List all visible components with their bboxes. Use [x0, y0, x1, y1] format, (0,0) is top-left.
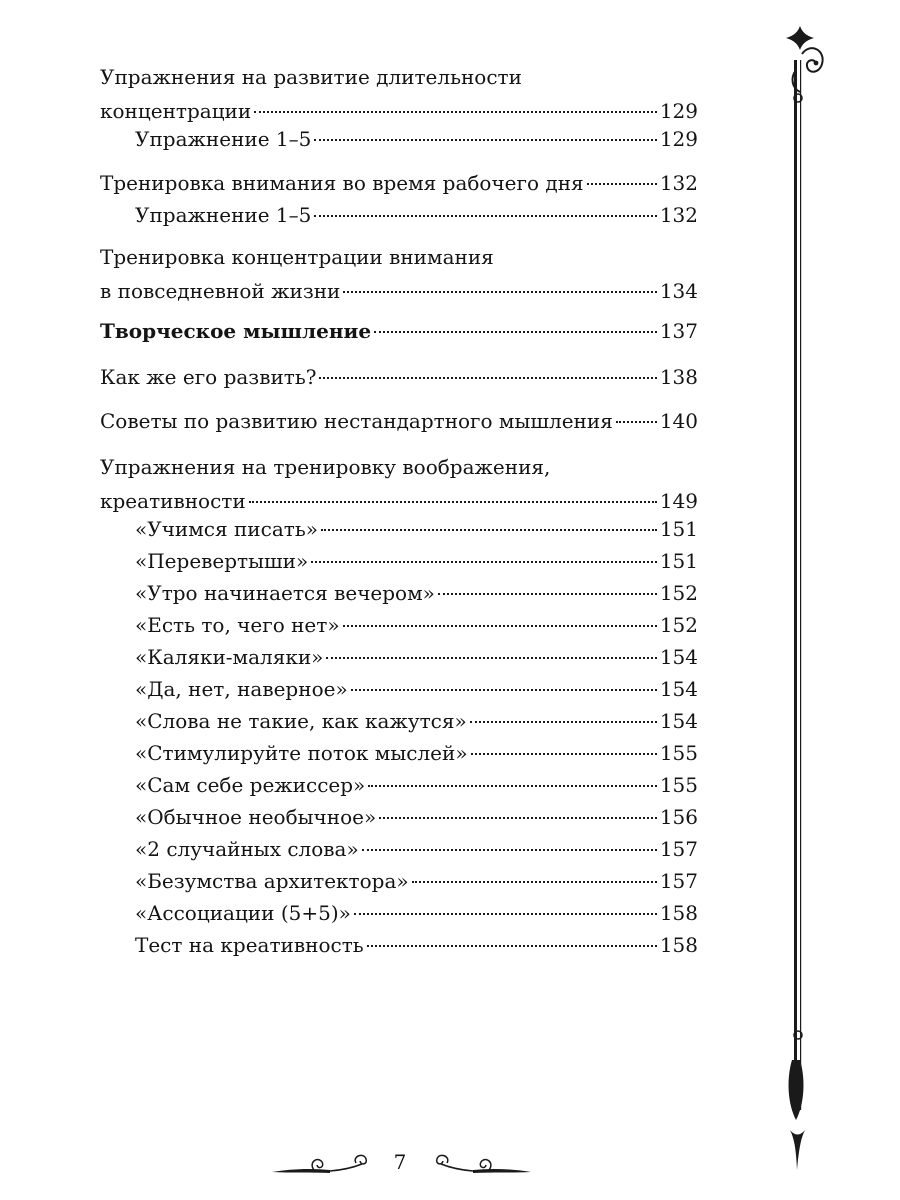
toc-subentry[interactable] — [135, 198, 698, 232]
leader-dots — [326, 657, 656, 659]
leader-dots — [343, 625, 657, 627]
leader-dots — [354, 913, 657, 915]
toc-entry-title: Упражнение 1–5 — [135, 127, 312, 151]
leader-dots — [412, 881, 657, 883]
toc-entry[interactable] — [100, 450, 698, 518]
toc-entry-title: «Безумства архитектора» — [135, 869, 409, 893]
leader-dots — [311, 561, 657, 563]
toc-entry-title: «Стимулируйте поток мыслей» — [135, 741, 468, 765]
leader-dots — [351, 689, 657, 691]
toc-entry-title: «Сам себе режиссер» — [135, 773, 366, 797]
footer-right-ornament — [428, 1150, 533, 1180]
toc-subentry[interactable] — [135, 672, 698, 706]
toc-page-number: 152 — [659, 613, 698, 637]
leader-dots — [367, 945, 657, 947]
leader-dots — [249, 501, 657, 503]
toc-subentry[interactable] — [135, 576, 698, 610]
toc-entry-title-line1: Упражнения на тренировку воображения, — [100, 455, 551, 479]
toc-entry-title: Советы по развитию нестандартного мышления — [100, 409, 613, 433]
toc-subentry[interactable] — [135, 928, 698, 962]
toc-entry-title: «Учимся писать» — [135, 517, 318, 541]
toc-page-number: 151 — [659, 517, 698, 541]
toc-entry-title: Упражнение 1–5 — [135, 203, 312, 227]
leader-dots — [368, 785, 657, 787]
toc-page-number: 155 — [659, 773, 698, 797]
page-number: 7 — [393, 1150, 407, 1174]
toc-page-number: 158 — [659, 901, 698, 925]
toc-entry[interactable] — [100, 360, 698, 394]
toc-subentry[interactable] — [135, 800, 698, 834]
toc-entry-title: «Ассоциации (5+5)» — [135, 901, 351, 925]
leader-dots — [254, 111, 657, 113]
toc-entry-title: Тренировка внимания во время рабочего дня — [100, 171, 584, 195]
toc-subentry[interactable] — [135, 608, 698, 642]
toc-entry-title: в повседневной жизни — [100, 279, 341, 303]
leader-dots — [314, 215, 656, 217]
toc-page-number: 129 — [659, 99, 698, 123]
toc-entry-title: «Да, нет, наверное» — [135, 677, 348, 701]
toc-entry-title: Тест на креативность — [135, 933, 364, 957]
toc-page-number: 151 — [659, 549, 698, 573]
toc-entry-title: «Слова не такие, как кажутся» — [135, 709, 467, 733]
toc-page-number: 154 — [659, 645, 698, 669]
toc-page-number: 154 — [659, 709, 698, 733]
toc-entry-title: «Каляки-маляки» — [135, 645, 324, 669]
toc-page-number: 132 — [659, 203, 698, 227]
toc-entry-title-line1: Упражнения на развитие длительности — [100, 65, 522, 89]
toc-page-number: 134 — [659, 279, 698, 303]
toc-page-number: 158 — [659, 933, 698, 957]
toc-subentry[interactable] — [135, 122, 698, 156]
toc-page-number: 140 — [659, 409, 698, 433]
footer-left-ornament — [270, 1150, 375, 1180]
toc-subentry[interactable] — [135, 864, 698, 898]
leader-dots — [343, 291, 656, 293]
toc-entry-title: «Перевертыши» — [135, 549, 309, 573]
toc-section-entry[interactable] — [100, 314, 698, 348]
leader-dots — [471, 753, 657, 755]
toc-subentry[interactable] — [135, 640, 698, 674]
toc-page-number: 155 — [659, 741, 698, 765]
toc-subentry[interactable] — [135, 832, 698, 866]
leader-dots — [321, 529, 657, 531]
right-border-ornament — [770, 20, 830, 1190]
toc-page-number: 154 — [659, 677, 698, 701]
toc-section-title: Творческое мышление — [100, 319, 372, 343]
toc-entry-title: «Есть то, чего нет» — [135, 613, 340, 637]
toc-subentry[interactable] — [135, 704, 698, 738]
toc-entry-title: «Утро начинается вечером» — [135, 581, 435, 605]
toc-page-number: 138 — [659, 365, 698, 389]
leader-dots — [319, 377, 656, 379]
leader-dots — [374, 331, 657, 333]
toc-page-number: 149 — [659, 489, 698, 513]
leader-dots — [438, 593, 657, 595]
toc-entry-title: «Обычное необычное» — [135, 805, 377, 829]
leader-dots — [616, 421, 657, 423]
leader-dots — [362, 849, 657, 851]
leader-dots — [314, 139, 656, 141]
toc-entry[interactable] — [100, 404, 698, 438]
toc-entry-title: «2 случайных слова» — [135, 837, 359, 861]
toc-page-number: 137 — [659, 319, 698, 343]
toc-entry-title-line1: Тренировка концентрации внимания — [100, 245, 494, 269]
toc-subentry[interactable] — [135, 736, 698, 770]
toc-entry[interactable] — [100, 60, 698, 128]
toc-subentry[interactable] — [135, 512, 698, 546]
toc-page-number: 157 — [659, 869, 698, 893]
toc-entry[interactable] — [100, 240, 698, 308]
leader-dots — [587, 183, 657, 185]
toc-entry[interactable] — [100, 166, 698, 200]
toc-subentry[interactable] — [135, 768, 698, 802]
toc-entry-title: концентрации — [100, 99, 252, 123]
toc-page-number: 156 — [659, 805, 698, 829]
leader-dots — [470, 721, 657, 723]
toc-subentry[interactable] — [135, 896, 698, 930]
toc-entry-title: креативности — [100, 489, 246, 513]
leader-dots — [379, 817, 657, 819]
toc-page-number: 132 — [659, 171, 698, 195]
toc-page-number: 129 — [659, 127, 698, 151]
toc-entry-title: Как же его развить? — [100, 365, 317, 389]
toc-subentry[interactable] — [135, 544, 698, 578]
toc-page-number: 152 — [659, 581, 698, 605]
toc-page-number: 157 — [659, 837, 698, 861]
